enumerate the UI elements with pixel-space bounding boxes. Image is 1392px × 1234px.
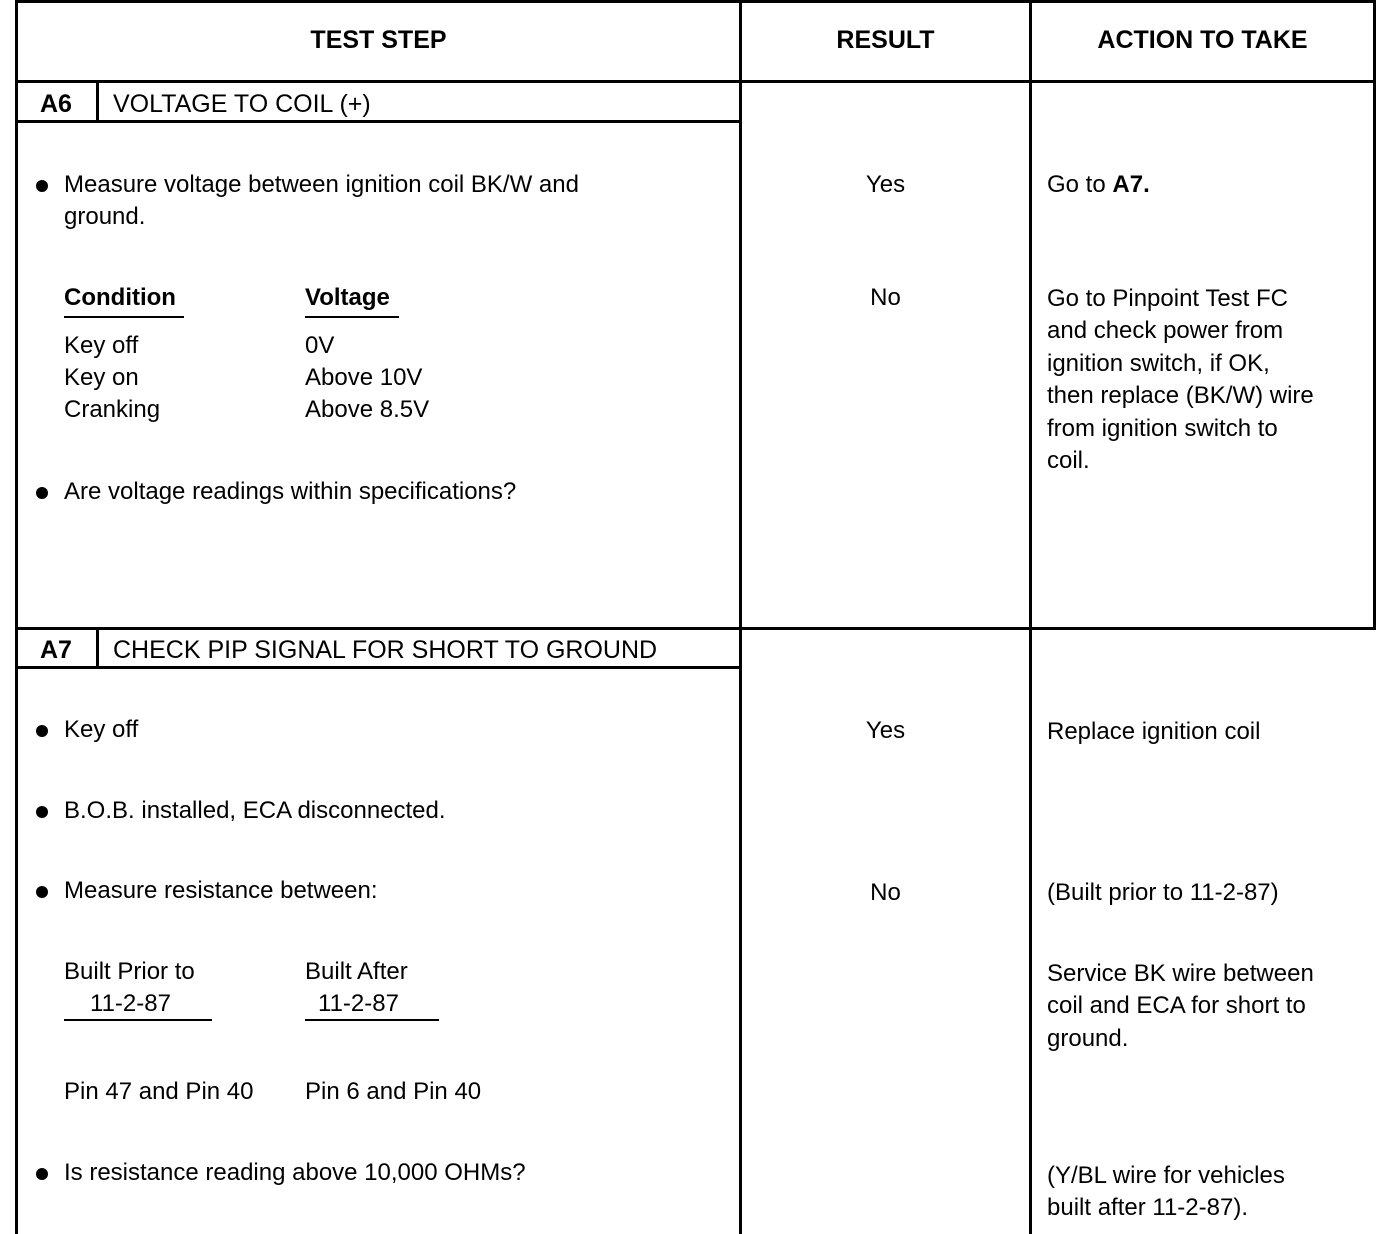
header-bottom-rule [16,80,1376,83]
a7-action-no-line-4: ground. [1047,1025,1129,1052]
a6-action-yes-target: A7 [1112,171,1144,198]
condition-underline [64,316,184,318]
a6-id-divider [96,82,99,122]
a7-action-no-line-5: (Y/BL wire for vehicles [1047,1162,1285,1189]
a7-step-line-3: Measure resistance between: [64,877,378,904]
bullet-icon [36,180,48,192]
a7-result-no: No [870,879,901,906]
a6-question: Are voltage readings within specifications? [64,478,517,505]
a6-spec-voltage-1: 0V [305,332,335,359]
a6-action-no-line-6: coil. [1047,447,1090,474]
built-prior-underline [64,1019,212,1021]
a6-action-yes [1047,169,1150,201]
a6-spec-header-voltage: Voltage [305,284,390,311]
a6-step-line-1: Measure voltage between ignition coil BK/W and [64,171,579,198]
a6-spec-condition-1: Key off [64,332,139,359]
a7-result-yes: Yes [865,717,906,744]
a7-built-after-date: 11-2-87 [318,990,399,1017]
header-test-step: TEST STEP [310,26,447,54]
a6-action-no-line-5: from ignition switch to [1047,415,1278,442]
a7-step-id: A7 [40,636,72,664]
a6-title-bottom-rule [16,120,741,123]
bullet-icon [36,886,48,898]
bullet-icon [36,725,48,737]
a6-action-yes-suffix: . [1143,171,1150,198]
a7-pins-after: Pin 6 and Pin 40 [305,1078,482,1105]
a7-question: Is resistance reading above 10,000 OHMs? [64,1159,526,1186]
a7-built-after-label: Built After [305,958,408,985]
a7-pins-prior: Pin 47 and Pin 40 [64,1078,254,1105]
table-border-right-upper [1373,0,1376,630]
bullet-icon [36,1168,48,1180]
a6-action-no-line-1: Go to Pinpoint Test FC [1047,285,1289,312]
a6-result-yes: Yes [865,171,906,198]
a6-spec-header-condition: Condition [64,284,176,311]
a7-step-line-1: Key off [64,716,139,743]
a7-action-no-line-3: coil and ECA for short to [1047,992,1306,1019]
a6-spec-condition-3: Cranking [64,396,161,423]
header-action: ACTION TO TAKE [1097,26,1308,54]
a7-step-line-2: B.O.B. installed, ECA disconnected. [64,797,446,824]
bullet-icon [36,806,48,818]
a6-step-line-2: ground. [64,203,146,230]
a6-action-no-line-2: and check power from [1047,317,1284,344]
a6-action-no-line-3: ignition switch, if OK, [1047,350,1270,377]
a7-title-bottom-rule [16,666,741,669]
a6-action-no-line-4: then replace (BK/W) wire [1047,382,1314,409]
table-border-top [16,0,1376,3]
header-result: RESULT [836,26,935,54]
a6-spec-voltage-2: Above 10V [305,364,423,391]
a7-action-no-line-1: (Built prior to 11-2-87) [1047,879,1279,906]
a6-spec-voltage-3: Above 8.5V [305,396,430,423]
column-divider-2 [1029,0,1032,1234]
a7-step-title: CHECK PIP SIGNAL FOR SHORT TO GROUND [113,636,658,664]
a6-spec-condition-2: Key on [64,364,139,391]
table-border-left [15,0,18,1234]
built-after-underline [305,1019,439,1021]
bullet-icon [36,487,48,499]
a7-id-divider [96,629,99,668]
a6-result-no: No [870,284,901,311]
a6-step-id: A6 [40,90,72,118]
a7-action-no-line-2: Service BK wire between [1047,960,1314,987]
voltage-underline [305,316,399,318]
a7-action-no-line-6: built after 11-2-87). [1047,1194,1248,1221]
a7-built-prior-date: 11-2-87 [90,990,171,1017]
a6-action-yes-prefix: Go to [1047,171,1113,198]
a7-built-prior-label: Built Prior to [64,958,195,985]
a6-step-title: VOLTAGE TO COIL (+) [113,90,371,118]
section-divider-rule [16,627,1376,630]
a7-action-yes: Replace ignition coil [1047,718,1261,745]
